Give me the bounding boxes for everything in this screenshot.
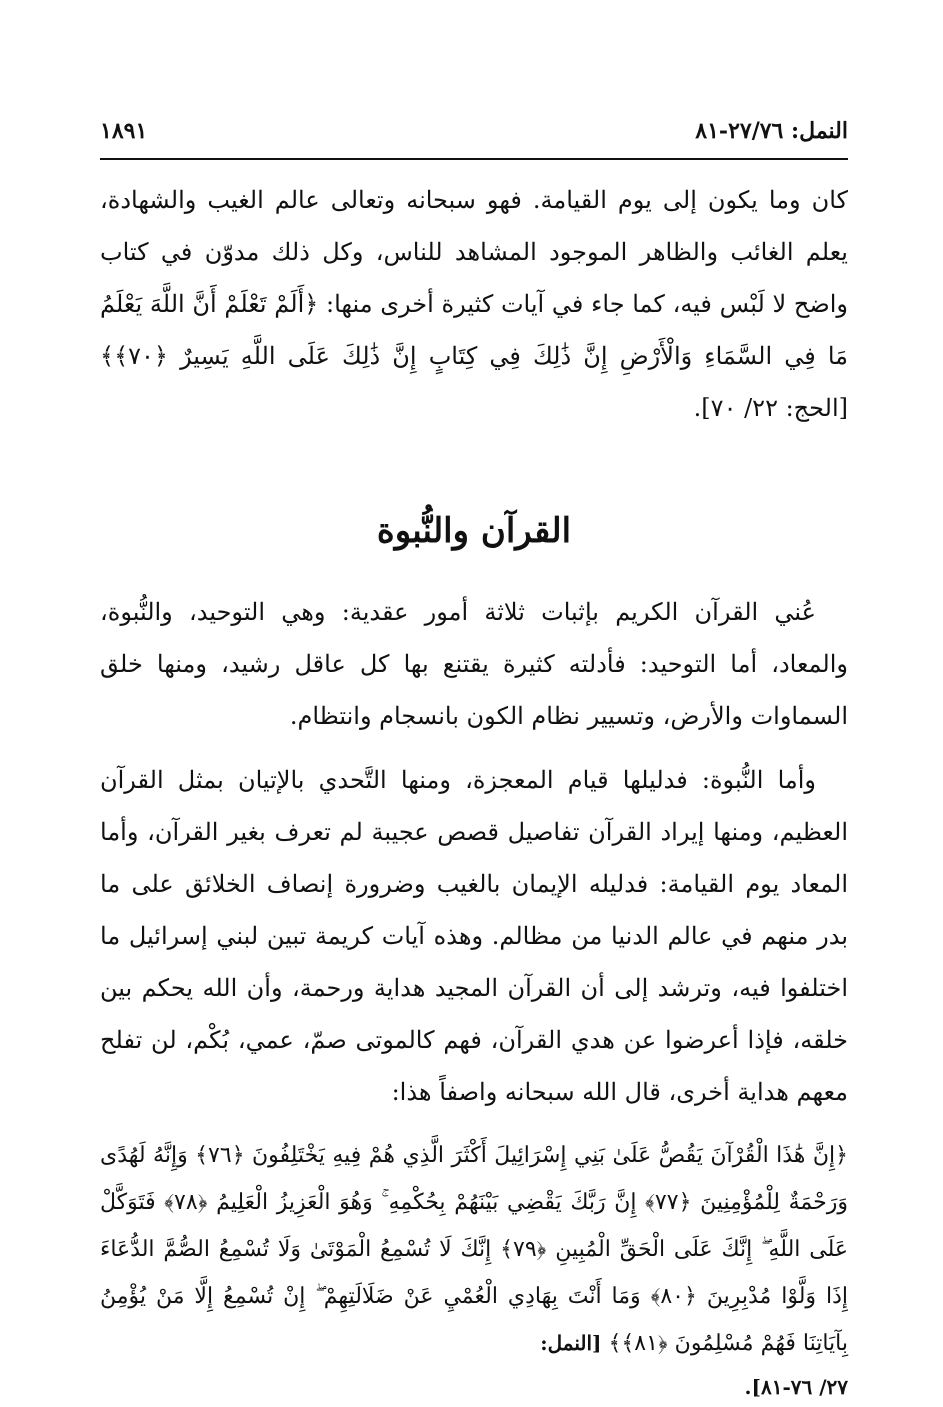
header-divider (100, 158, 848, 160)
section-title: القرآن والنُّبوة (376, 511, 572, 551)
paragraph-prophethood: وأما النُّبوة: فدليلها قيام المعجزة، ومنها التَّحدي بالإتيان بمثل القرآن العظيم، ومنها إيراد القرآن تفاصيل قصص عجيبة لم تعرف بغير القرآن، وأما المعاد يوم القيامة: فدليله الإيمان بالغيب وضرورة إنصاف الخلائق على ما بدر منهم في عالم الدنيا من مظالم. وهذه آيات كريمة تبين لبني إسرائيل ما اختلفوا فيه، وترشد إلى أن القرآن المجيد هداية ورحمة، وأن الله يحكم بين خلقه، فإذا أعرضوا عن هدي القرآن، فهم كالموتى صمّ، عمي، بُكْم، لن تفلح معهم هداية أخرى، قال الله سبحانه واصفاً هذا: (100, 766, 848, 1106)
page (100, 118, 848, 1407)
paragraph-tawhid: عُني القرآن الكريم بإثبات ثلاثة أمور عقدية: وهي التوحيد، والنُّبوة، والمعاد، أما التوحيد: فأدلته كثيرة يقتنع بها كل عاقل رشيد، ومنها خلق السماوات والأرض، وتسيير نظام الكون بانسجام وانتظام. (100, 598, 848, 730)
running-header (100, 118, 848, 158)
quranic-passage (100, 1132, 848, 1367)
page-number: ١٨٩١ (100, 118, 148, 144)
chapter-reference: النمل: ٢٧/٧٦-٨١ (695, 118, 848, 144)
passage-reference-end: ٢٧/ ٧٦-٨١]. (744, 1375, 848, 1399)
quranic-passage-text: ﴿إِنَّ هَٰذَا الْقُرْآنَ يَقُصُّ عَلَىٰ بَنِي إِسْرَائِيلَ أَكْثَرَ الَّذِي هُمْ فِيهِ يَخْتَلِفُونَ ﴿٧٦﴾ وَإِنَّهُ لَهُدًى وَرَحْمَةٌ لِلْمُؤْمِنِينَ ﴿٧٧﴾ إِنَّ رَبَّكَ يَقْضِي بَيْنَهُمْ بِحُكْمِهِ ۚ وَهُوَ الْعَزِيزُ الْعَلِيمُ ﴿٧٨﴾ فَتَوَكَّلْ عَلَى اللَّهِ ۖ إِنَّكَ عَلَى الْحَقِّ الْمُبِينِ ﴿٧٩﴾ إِنَّكَ لَا تُسْمِعُ الْمَوْتَىٰ وَلَا تُسْمِعُ الصُّمَّ الدُّعَاءَ إِذَا وَلَّوْا مُدْبِرِينَ ﴿٨٠﴾ وَمَا أَنْتَ بِهَادِي الْعُمْيِ عَنْ ضَلَالَتِهِمْ ۖ إِنْ تُسْمِعُ إِلَّا مَنْ يُؤْمِنُ بِآيَاتِنَا فَهُمْ مُسْلِمُونَ ﴿٨١﴾﴾ (100, 1143, 849, 1356)
intro-paragraph: كان وما يكون إلى يوم القيامة. فهو سبحانه وتعالى عالم الغيب والشهادة، يعلم الغائب والظاهر الموجود المشاهد للناس، وكل ذلك مدوّن في كتاب واضح لا لَبْس فيه، كما جاء في آيات كثيرة أخرى منها: ﴿أَلَمْ تَعْلَمْ أَنَّ اللَّهَ يَعْلَمُ مَا فِي السَّمَاءِ وَالْأَرْضِ إِنَّ ذَٰلِكَ فِي كِتَابٍ إِنَّ ذَٰلِكَ عَلَى اللَّهِ يَسِيرٌ ﴿٧٠﴾﴾ [الحج: ٢٢/ ٧٠]. (100, 186, 848, 422)
passage-reference-start: [النمل: (540, 1331, 602, 1355)
